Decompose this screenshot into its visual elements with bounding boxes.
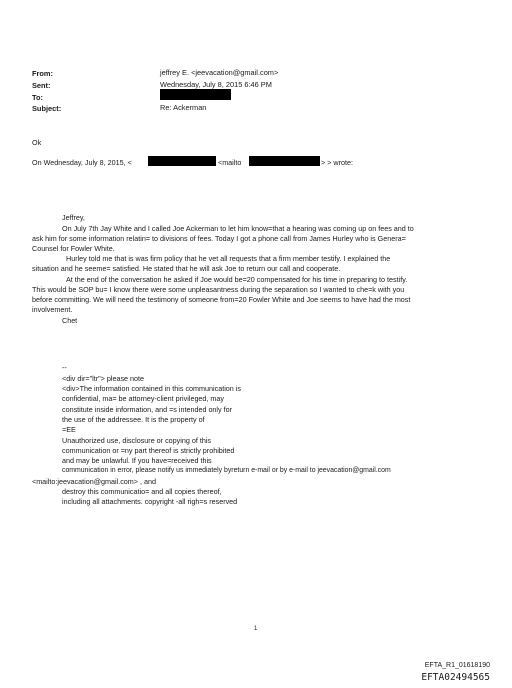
- disclaimer-dashes: --: [62, 363, 67, 372]
- disclaimer-line: and may be unlawful. If you have=received this: [62, 456, 212, 465]
- disclaimer-line: communication in error, please notify us immediately byreturn e-mail or by e-mail to jeevacation@gmail.com: [62, 467, 391, 474]
- quote-suffix: > > wrote:: [321, 158, 353, 167]
- message-signature: Chet: [62, 316, 78, 325]
- disclaimer-line: constitute inside information, and =s intended only for: [62, 405, 233, 414]
- disclaimer-line: =EE: [62, 425, 76, 434]
- message-line: ask him for some information relatin= to divisions of fees. Today I got a phone call from James Hurley who is Genera=: [32, 234, 406, 243]
- message-line: Counsel for Fowler White.: [32, 244, 115, 253]
- disclaimer-line: confidential, ma= be attorney-client privileged, may: [62, 394, 225, 403]
- to-redaction: [160, 89, 231, 100]
- subject-value: Re: Ackerman: [160, 103, 207, 112]
- disclaimer-line: the use of the addressee. It is the property of: [62, 415, 205, 424]
- disclaimer-line: communication or =ny part thereof is strictly prohibited: [62, 446, 235, 455]
- bates-number-secondary: EFTA02494565: [421, 672, 490, 683]
- quote-redaction-1: [148, 156, 216, 166]
- quote-redaction-2: [249, 156, 320, 166]
- message-line: At the end of the conversation he asked if Joe would be=20 compensated for his time in preparing to testify.: [66, 275, 408, 284]
- message-line: On July 7th Jay White and I called Joe Ackerman to let him know=that a hearing was coming up on fees and to: [62, 224, 414, 233]
- sent-label: Sent:: [32, 81, 51, 90]
- quote-mailto: <mailto: [218, 158, 242, 167]
- disclaimer-line: Unauthorized use, disclosure or copying of this: [62, 436, 212, 445]
- to-label: To:: [32, 93, 43, 102]
- reply-ok: Ok: [32, 138, 42, 147]
- message-line: before committing. We will need the testimony of someone from=20 Fowler White and Joe seems to have had the most: [32, 295, 411, 304]
- message-line: This would be SOP bu= I know there were some unpleasantness during the separation so I wanted to che=k with you: [32, 285, 405, 294]
- disclaimer-line: <mailto:jeevacation@gmail.com> , and: [32, 477, 156, 486]
- message-line: Hurley told me that is was firm policy that he vet all requests that a firm member testify. I explained the: [66, 254, 391, 263]
- quote-prefix: On Wednesday, July 8, 2015, <: [32, 158, 132, 167]
- from-label: From:: [32, 69, 53, 78]
- disclaimer-line: including all attachments. copyright -all righ=s reserved: [62, 497, 238, 506]
- disclaimer-line: <div>The information contained in this communication is: [62, 384, 241, 393]
- page-number: 1: [254, 626, 258, 632]
- message-line: situation and he seeme= satisfied. He stated that he will ask Joe to return our call and cooperate.: [32, 264, 341, 273]
- message-greeting: Jeffrey,: [62, 213, 85, 222]
- disclaimer-line: <div dir="ltr"> please note: [62, 374, 145, 383]
- message-line: involvement.: [32, 305, 73, 314]
- from-value: jeffrey E. <jeevacation@gmail.com>: [160, 68, 279, 77]
- bates-number-primary: EFTA_R1_01618190: [424, 662, 490, 669]
- disclaimer-line: destroy this communicatio= and all copies thereof,: [62, 487, 222, 496]
- subject-label: Subject:: [32, 104, 62, 113]
- sent-value: Wednesday, July 8, 2015 6:46 PM: [160, 80, 272, 89]
